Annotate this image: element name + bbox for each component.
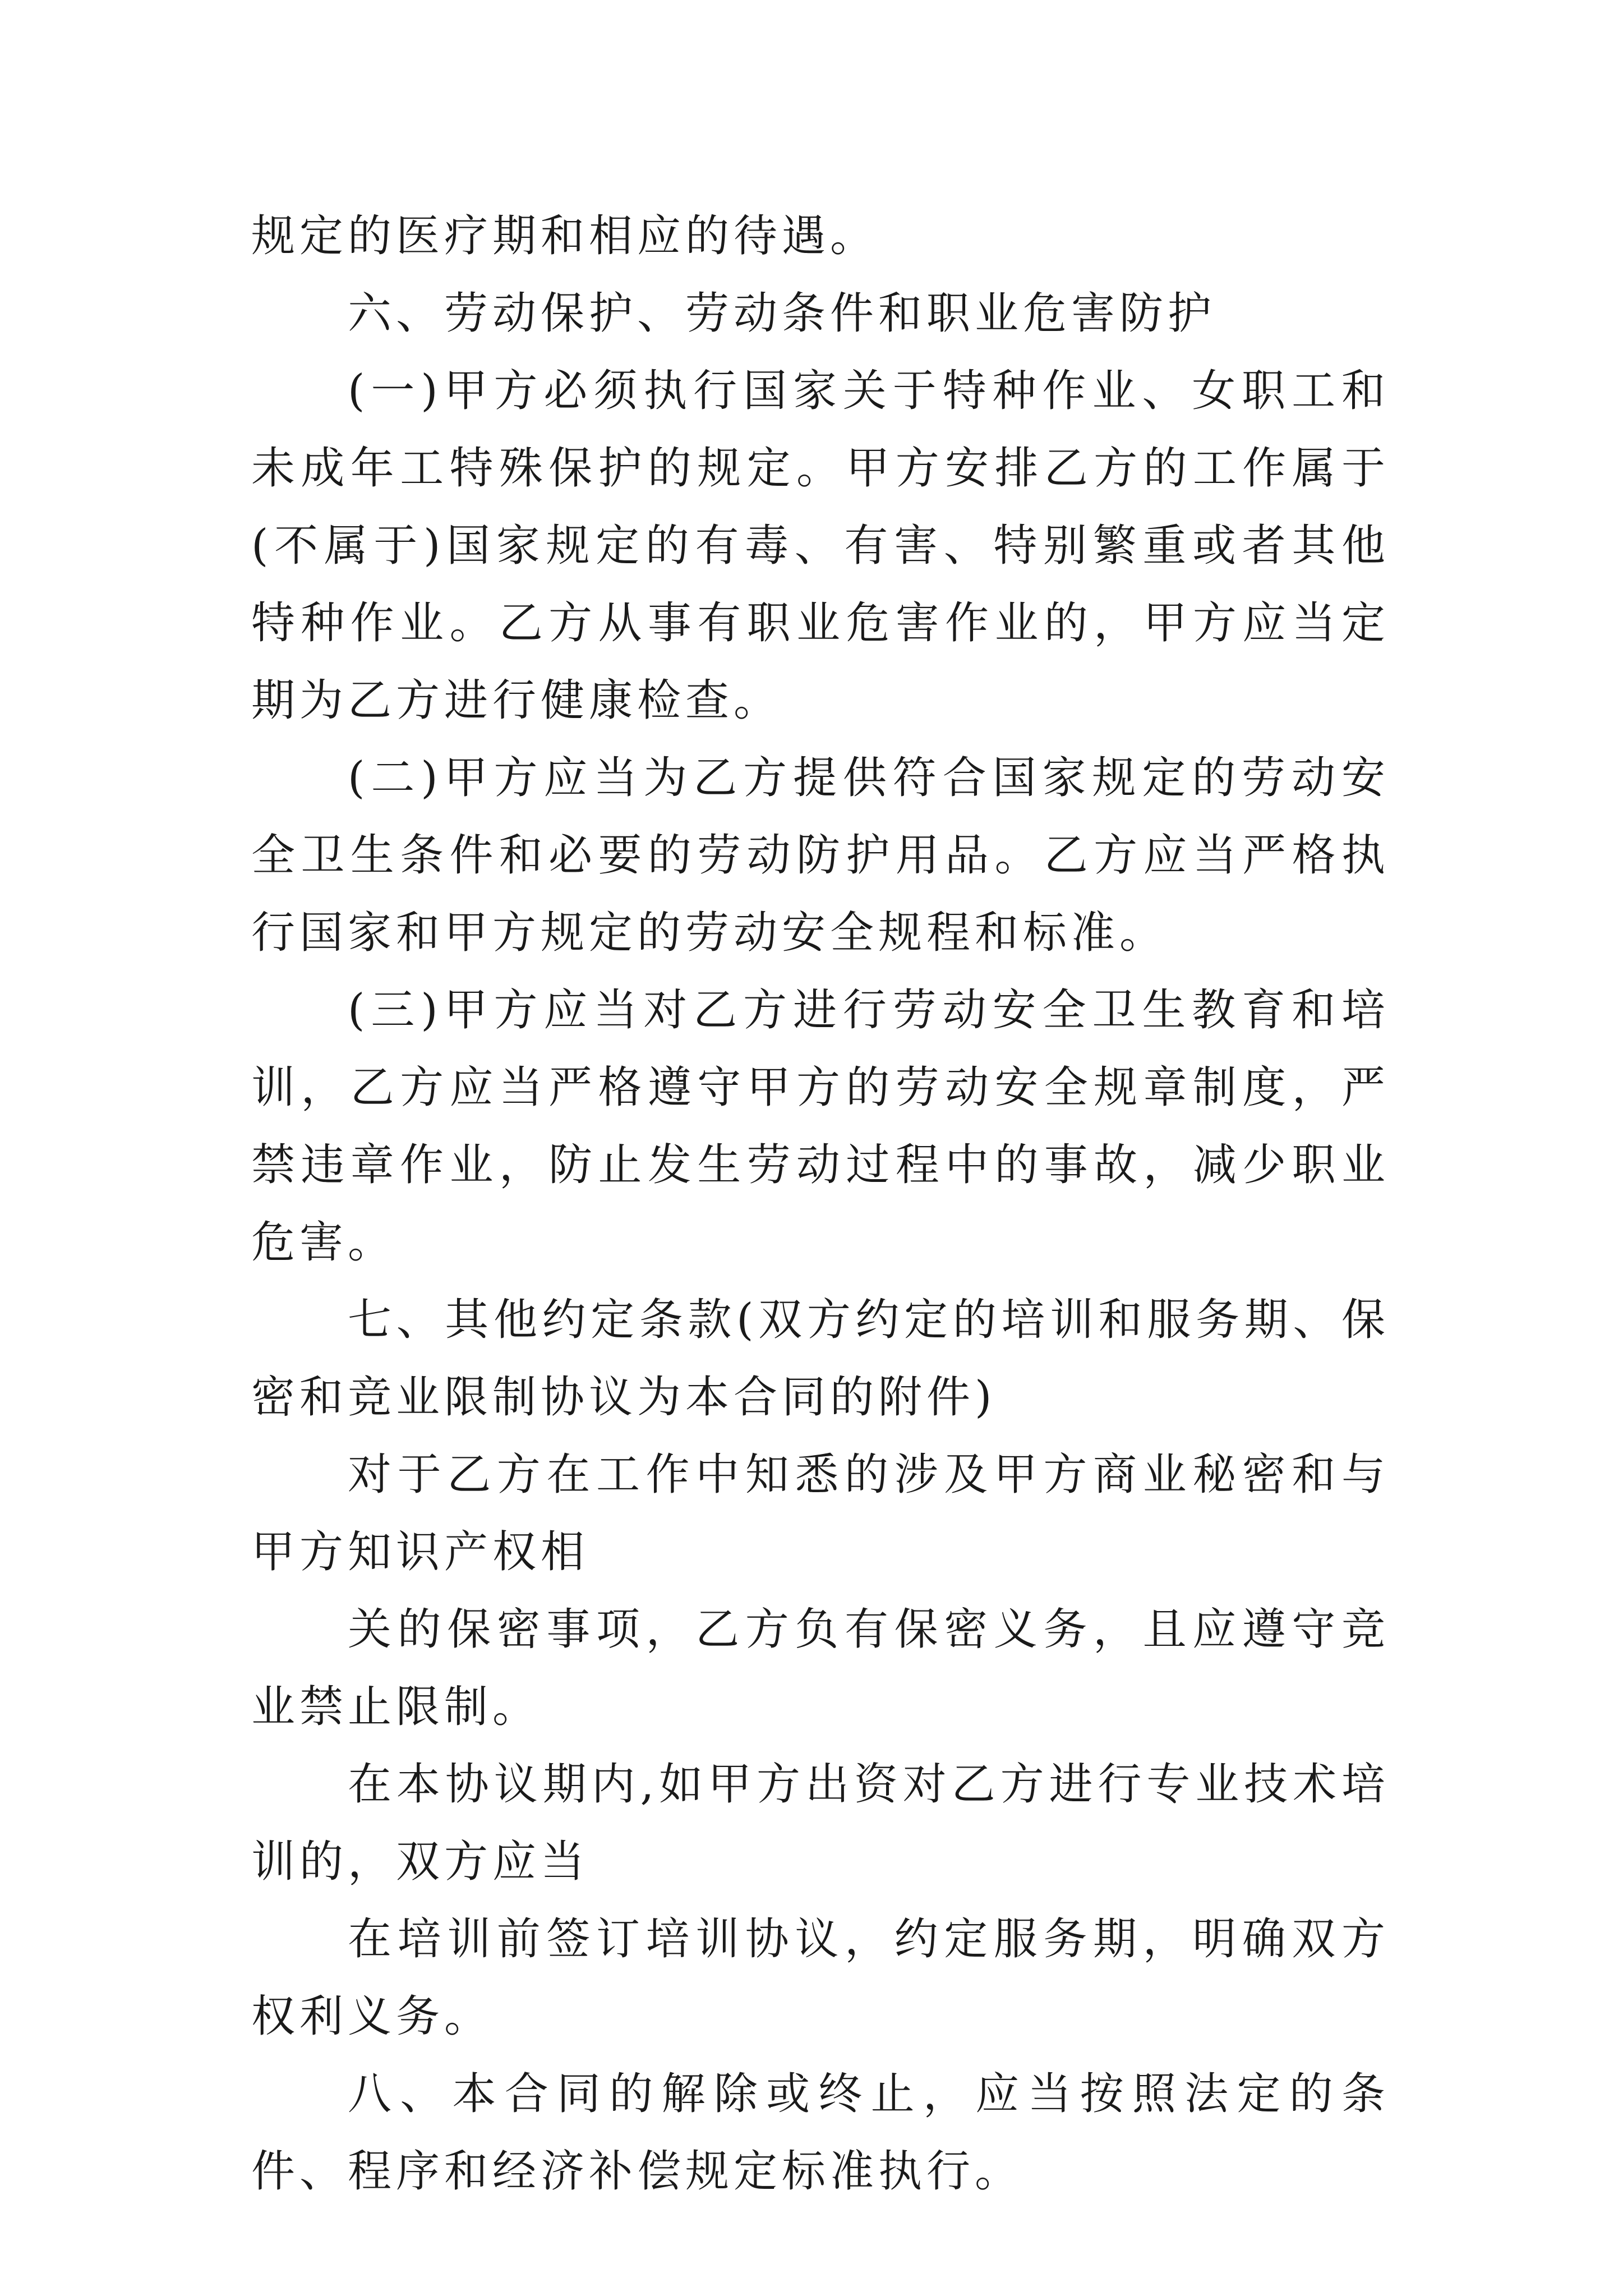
paragraph-6-1: (一)甲方必须执行国家关于特种作业、女职工和未成年工特殊保护的规定。甲方安排乙方的工作属于(不属于)国家规定的有毒、有害、特别繁重或者其他特种作业。乙方从事有职业危害作业的，甲方应当定期为乙方进行健康检查。 <box>251 366 1390 726</box>
paragraph-6-2: (二)甲方应当为乙方提供符合国家规定的劳动安全卫生条件和必要的劳动防护用品。乙方应当严格执行国家和甲方规定的劳动安全规程和标准。 <box>251 753 1390 958</box>
paragraph-7-training-a: 在本协议期内,如甲方出资对乙方进行专业技术培训的，双方应当 <box>251 1759 1390 1887</box>
paragraph-7-training-b: 在培训前签订培训协议，约定服务期，明确双方权利义务。 <box>251 1914 1390 2042</box>
paragraph-7-confidentiality-b: 关的保密事项，乙方负有保密义务，且应遵守竞业禁止限制。 <box>251 1604 1390 1732</box>
heading-section-6: 六、劳动保护、劳动条件和职业危害防护 <box>348 288 1216 339</box>
document-body <box>251 197 1390 2210</box>
paragraph-7-confidentiality-a: 对于乙方在工作中知悉的涉及甲方商业秘密和与甲方知识产权相 <box>251 1450 1390 1577</box>
heading-section-7: 七、其他约定条款(双方约定的培训和服务期、保密和竞业限制协议为本合同的附件) <box>251 1295 1390 1423</box>
paragraph-medical-period: 规定的医疗期和相应的待遇。 <box>251 211 879 261</box>
heading-section-8: 八、本合同的解除或终止，应当按照法定的条件、程序和经济补偿规定标准执行。 <box>251 2069 1390 2197</box>
paragraph-6-3: (三)甲方应当对乙方进行劳动安全卫生教育和培训，乙方应当严格遵守甲方的劳动安全规章制度，严禁违章作业，防止发生劳动过程中的事故，减少职业危害。 <box>251 985 1390 1268</box>
